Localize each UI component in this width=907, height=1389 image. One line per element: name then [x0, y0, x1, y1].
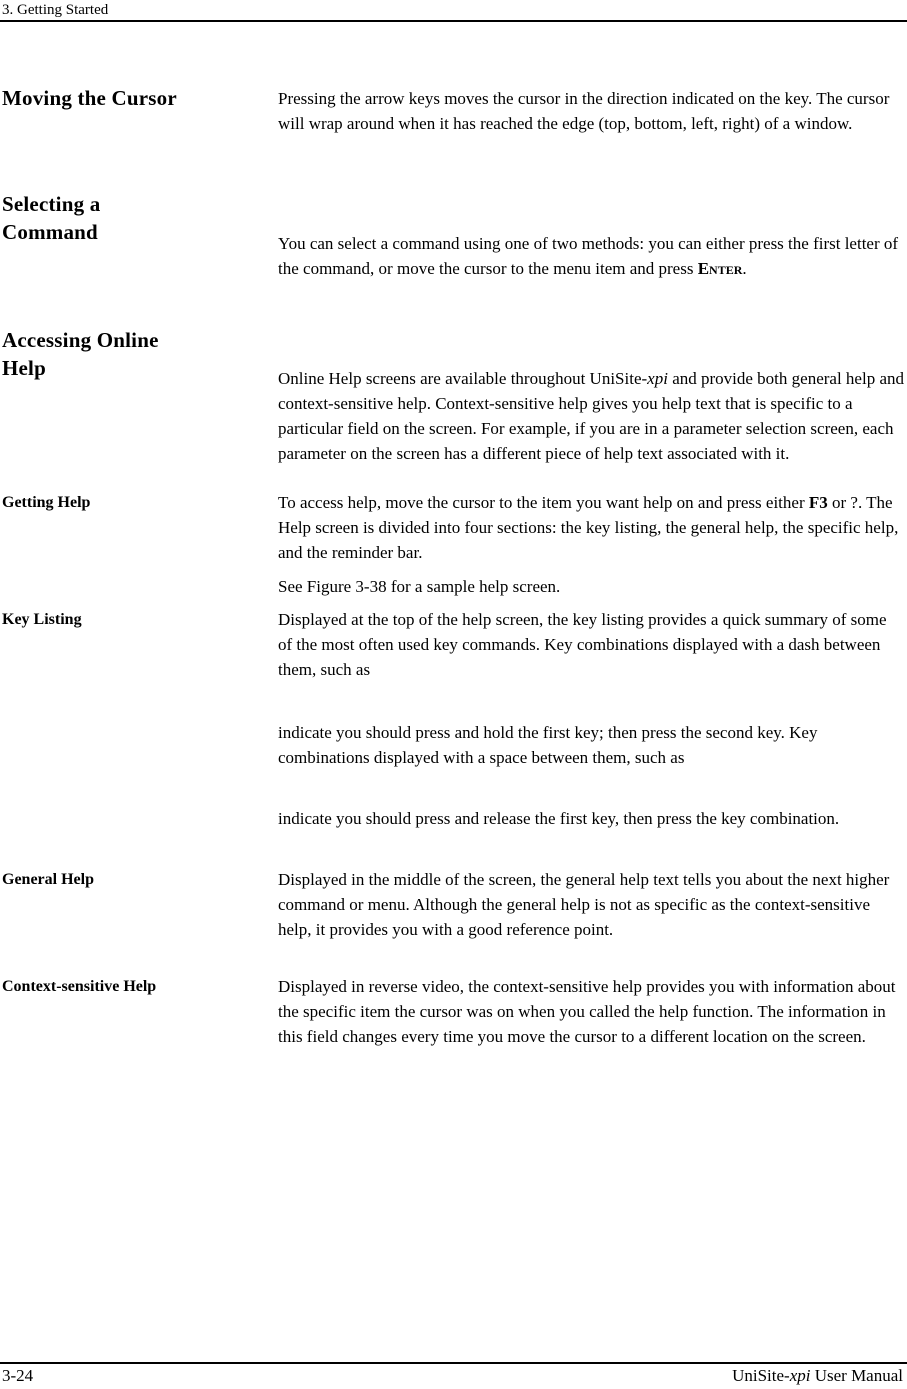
section-heading: Moving the Cursor [2, 86, 177, 110]
paragraph: indicate you should press and release the first key, then press the key combination. [278, 809, 840, 828]
section-body [278, 867, 904, 942]
paragraph: Pressing the arrow keys moves the cursor in the direction indicated on the key. The cursor will wrap around when it has reached the edge (top, bottom, left, right) of a window. [278, 89, 890, 133]
section-heading: Selecting a Command [2, 192, 101, 244]
paragraph: See Figure 3-38 for a sample help screen. [278, 577, 561, 596]
paragraph: indicate you should press and hold the first key; then press the second key. Key combinations displayed with a space between them, such as [278, 723, 818, 767]
paragraph: You can select a command using one of two methods: you can either press the first letter of the command, or move the cursor to the menu item and press Enter. [278, 234, 899, 278]
section-body [278, 974, 904, 1049]
footer-page-number: 3-24 [2, 1366, 34, 1385]
section-body [278, 231, 904, 281]
section-heading: Accessing Online Help [2, 328, 159, 380]
section-heading: Key Listing [2, 611, 82, 628]
section-body [278, 490, 904, 599]
paragraph: Online Help screens are available throughout UniSite-xpi and provide both general help and context-sensitive help. Context-sensitive help gives you help text that is specific to a particular field on the screen. For example, if you are in a parameter selection screen, each parameter on the screen has a different piece of help text associated with it. [278, 369, 904, 463]
paragraph: Displayed in the middle of the screen, the general help text tells you about the next higher command or menu. Although the general help is not as specific as the context-sensitive help, it provides you with a good reference point. [278, 870, 890, 939]
section-heading: General Help [2, 871, 94, 888]
section-body [278, 366, 904, 466]
paragraph: Displayed at the top of the help screen, the key listing provides a quick summary of some of the most often used key commands. Key combinations displayed with a dash between them, such as [278, 610, 887, 679]
section-body [278, 607, 904, 831]
running-head: 3. Getting Started [2, 2, 109, 18]
paragraph: Displayed in reverse video, the context-sensitive help provides you with information about the specific item the cursor was on when you called the help function. The information in this field changes every time you move the cursor to a different location on the screen. [278, 977, 896, 1046]
section-heading: Context-sensitive Help [2, 978, 157, 995]
footer-manual-title: UniSite-xpi User Manual [732, 1366, 903, 1385]
section-heading: Getting Help [2, 494, 91, 511]
footer-rule [0, 1362, 907, 1364]
section-body [278, 86, 904, 136]
header-rule [0, 20, 907, 22]
paragraph: To access help, move the cursor to the item you want help on and press either F3 or ?. The Help screen is divided into four sections: the key listing, the general help, the specific help, and the reminder bar. [278, 493, 899, 562]
